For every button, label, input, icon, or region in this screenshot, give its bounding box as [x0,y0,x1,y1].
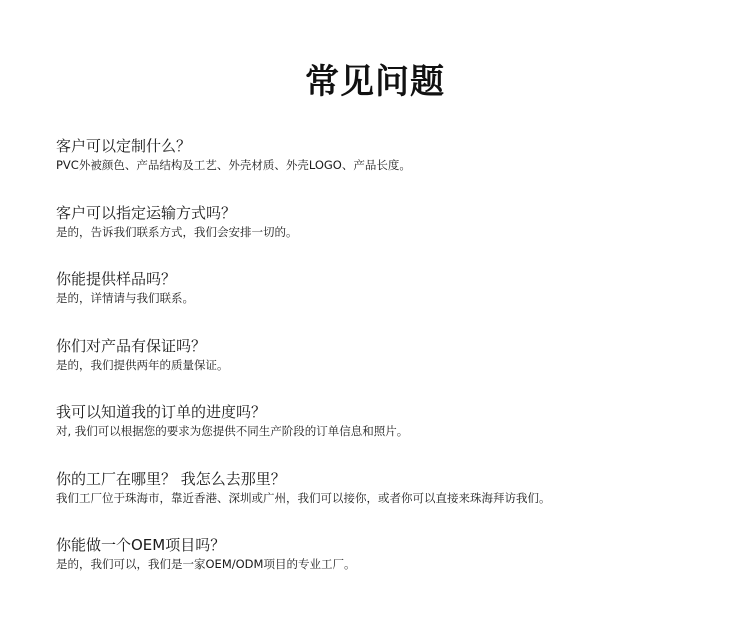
faq-list [56,136,716,602]
faq-item [56,402,716,469]
faq-question: 你的工厂在哪里？ 我怎么去那里？ [56,469,286,488]
faq-answer: PVC外被颜色、产品结构及工艺、外壳材质、外壳LOGO、产品长度。 [56,158,411,172]
faq-question: 你们对产品有保证吗？ [56,336,207,355]
faq-answer: 我们工厂位于珠海市，靠近香港、深圳或广州，我们可以接你，或者你可以直接来珠海拜访我们。 [56,490,551,505]
faq-answer: 是的，告诉我们联系方式，我们会安排一切的。 [56,224,298,239]
faq-item [56,136,716,203]
faq-answer: 对, 我们可以根据您的要求为您提供不同生产阶段的订单信息和照片。 [56,424,409,438]
faq-item [56,535,716,602]
faq-answer: 是的，我们提供两年的质量保证。 [56,357,229,372]
faq-question: 你能提供样品吗？ [56,270,177,288]
faq-answer: 是的，我们可以，我们是一家OEM/ODM项目的专业工厂。 [56,557,356,571]
faq-answer: 是的，详情请与我们联系。 [56,291,194,305]
faq-item [56,469,716,536]
faq-question: 客户可以定制什么？ [56,137,192,155]
faq-question: 我可以知道我的订单的进度吗？ [56,403,267,421]
page-title: 常见问题 [305,62,445,102]
faq-item [56,203,716,270]
faq-question: 你能做一个OEM项目吗？ [56,536,226,554]
faq-item [56,269,716,336]
faq-item [56,336,716,403]
faq-question: 客户可以指定运输方式吗？ [56,203,237,222]
